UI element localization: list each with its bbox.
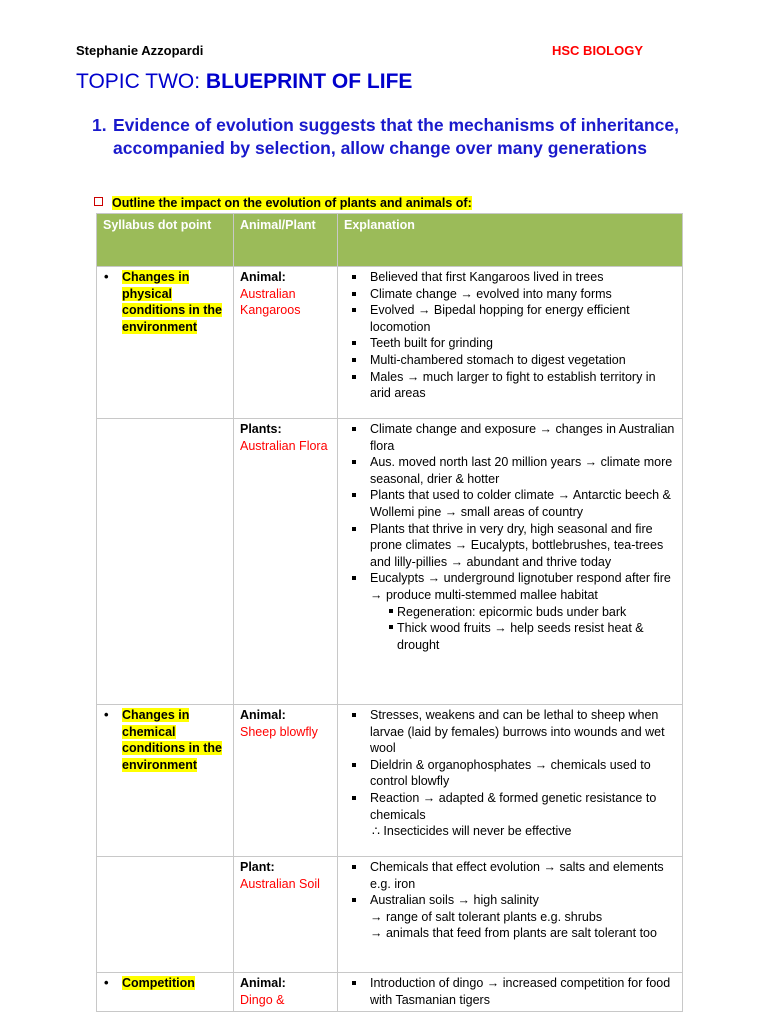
subject-name: Australian Kangaroos xyxy=(240,286,301,318)
topic-prefix: TOPIC TWO: xyxy=(76,70,206,93)
subject-cell xyxy=(234,973,338,1012)
dot-point-cell xyxy=(97,705,234,857)
section-heading xyxy=(92,114,712,159)
continuation-line: → animals that feed from plants are salt tolerant too xyxy=(370,926,657,941)
sub-list-item: Thick wood fruits → help seeds resist heat & drought xyxy=(389,620,678,653)
subject-label: HSC BIOLOGY xyxy=(552,43,644,58)
list-item: Multi-chambered stomach to digest vegetation xyxy=(370,352,678,369)
list-item: Climate change → evolved into many forms xyxy=(370,286,678,303)
dot-point-cell xyxy=(97,267,234,419)
checkbox-icon xyxy=(94,197,103,206)
dot-point-text: Competition xyxy=(122,976,195,990)
explanation-cell xyxy=(338,267,683,419)
topic-title xyxy=(76,70,412,94)
list-item: Plants that used to colder climate → Antarctic beech & Wollemi pine → small areas of country xyxy=(370,487,678,520)
dot-point-text: Changes in physical conditions in the environment xyxy=(122,270,222,334)
list-item: Males → much larger to fight to establish territory in arid areas xyxy=(370,369,678,402)
explanation-cell xyxy=(338,973,683,1012)
explanation-cell xyxy=(338,857,683,973)
outline-text: Outline the impact on the evolution of plants and animals of: xyxy=(112,196,472,210)
subject-name: Dingo & xyxy=(240,992,285,1007)
subject-cell xyxy=(234,419,338,705)
kind-label: Plants: xyxy=(240,422,282,436)
header-syllabus: Syllabus dot point xyxy=(97,214,234,267)
list-item: Reaction → adapted & formed genetic resistance to chemicals xyxy=(370,790,678,823)
kind-label: Plant: xyxy=(240,860,275,874)
explanation-cell xyxy=(338,705,683,857)
continuation-line: → range of salt tolerant plants e.g. shrubs xyxy=(370,909,603,924)
table-header-row xyxy=(97,214,683,267)
subject-cell xyxy=(234,857,338,973)
explanation-cell xyxy=(338,419,683,705)
dot-point-cell xyxy=(97,419,234,705)
table-row xyxy=(97,705,683,857)
dot-point-cell xyxy=(97,973,234,1012)
evolution-table xyxy=(96,213,683,1012)
list-item: Plants that thrive in very dry, high seasonal and fire prone climates → Eucalypts, bottlebrushes, tea-trees and lilly-pillies → abundant and thrive today xyxy=(370,521,678,571)
dot-point-text: Changes in chemical conditions in the environment xyxy=(122,708,222,772)
sub-list-item: Regeneration: epicormic buds under bark xyxy=(389,604,678,621)
list-item: Introduction of dingo → increased competition for food with Tasmanian tigers xyxy=(370,975,678,1008)
table-row xyxy=(97,419,683,705)
list-item: Chemicals that effect evolution → salts and elements e.g. iron xyxy=(370,859,678,892)
section-number: 1. xyxy=(92,115,107,135)
list-item: Believed that first Kangaroos lived in trees xyxy=(370,269,678,286)
subject-cell xyxy=(234,267,338,419)
subject-name: Sheep blowfly xyxy=(240,724,318,739)
subject-cell xyxy=(234,705,338,857)
conclusion-note: ∴ Insecticides will never be effective xyxy=(372,824,572,839)
list-item: Australian soils → high salinity xyxy=(370,892,678,909)
subject-name: Australian Soil xyxy=(240,876,320,891)
kind-label: Animal: xyxy=(240,270,286,284)
list-item: Evolved → Bipedal hopping for energy efficient locomotion xyxy=(370,302,678,335)
outline-instruction xyxy=(94,196,472,210)
list-item: Teeth built for grinding xyxy=(370,335,678,352)
list-item: Climate change and exposure → changes in Australian flora xyxy=(370,421,678,454)
topic-name: BLUEPRINT OF LIFE xyxy=(205,70,413,93)
section-text: Evidence of evolution suggests that the mechanisms of inheritance, accompanied by selection, allow change over many generations xyxy=(113,115,679,158)
header-animal-plant: Animal/Plant xyxy=(234,214,338,267)
list-item: Eucalypts → underground lignotuber respond after fire → produce multi-stemmed mallee habitat xyxy=(370,570,678,603)
table-row xyxy=(97,857,683,973)
subject-name: Australian Flora xyxy=(240,438,328,453)
table-row xyxy=(97,973,683,1012)
kind-label: Animal: xyxy=(240,976,286,990)
dot-point-cell xyxy=(97,857,234,973)
kind-label: Animal: xyxy=(240,708,286,722)
list-item: Stresses, weakens and can be lethal to sheep when larvae (laid by females) burrows into wounds and wet wool xyxy=(370,707,678,757)
header-explanation: Explanation xyxy=(338,214,683,267)
author-name: Stephanie Azzopardi xyxy=(76,43,204,58)
table-row xyxy=(97,267,683,419)
list-item: Dieldrin & organophosphates → chemicals used to control blowfly xyxy=(370,757,678,790)
list-item: Aus. moved north last 20 million years → climate more seasonal, drier & hotter xyxy=(370,454,678,487)
